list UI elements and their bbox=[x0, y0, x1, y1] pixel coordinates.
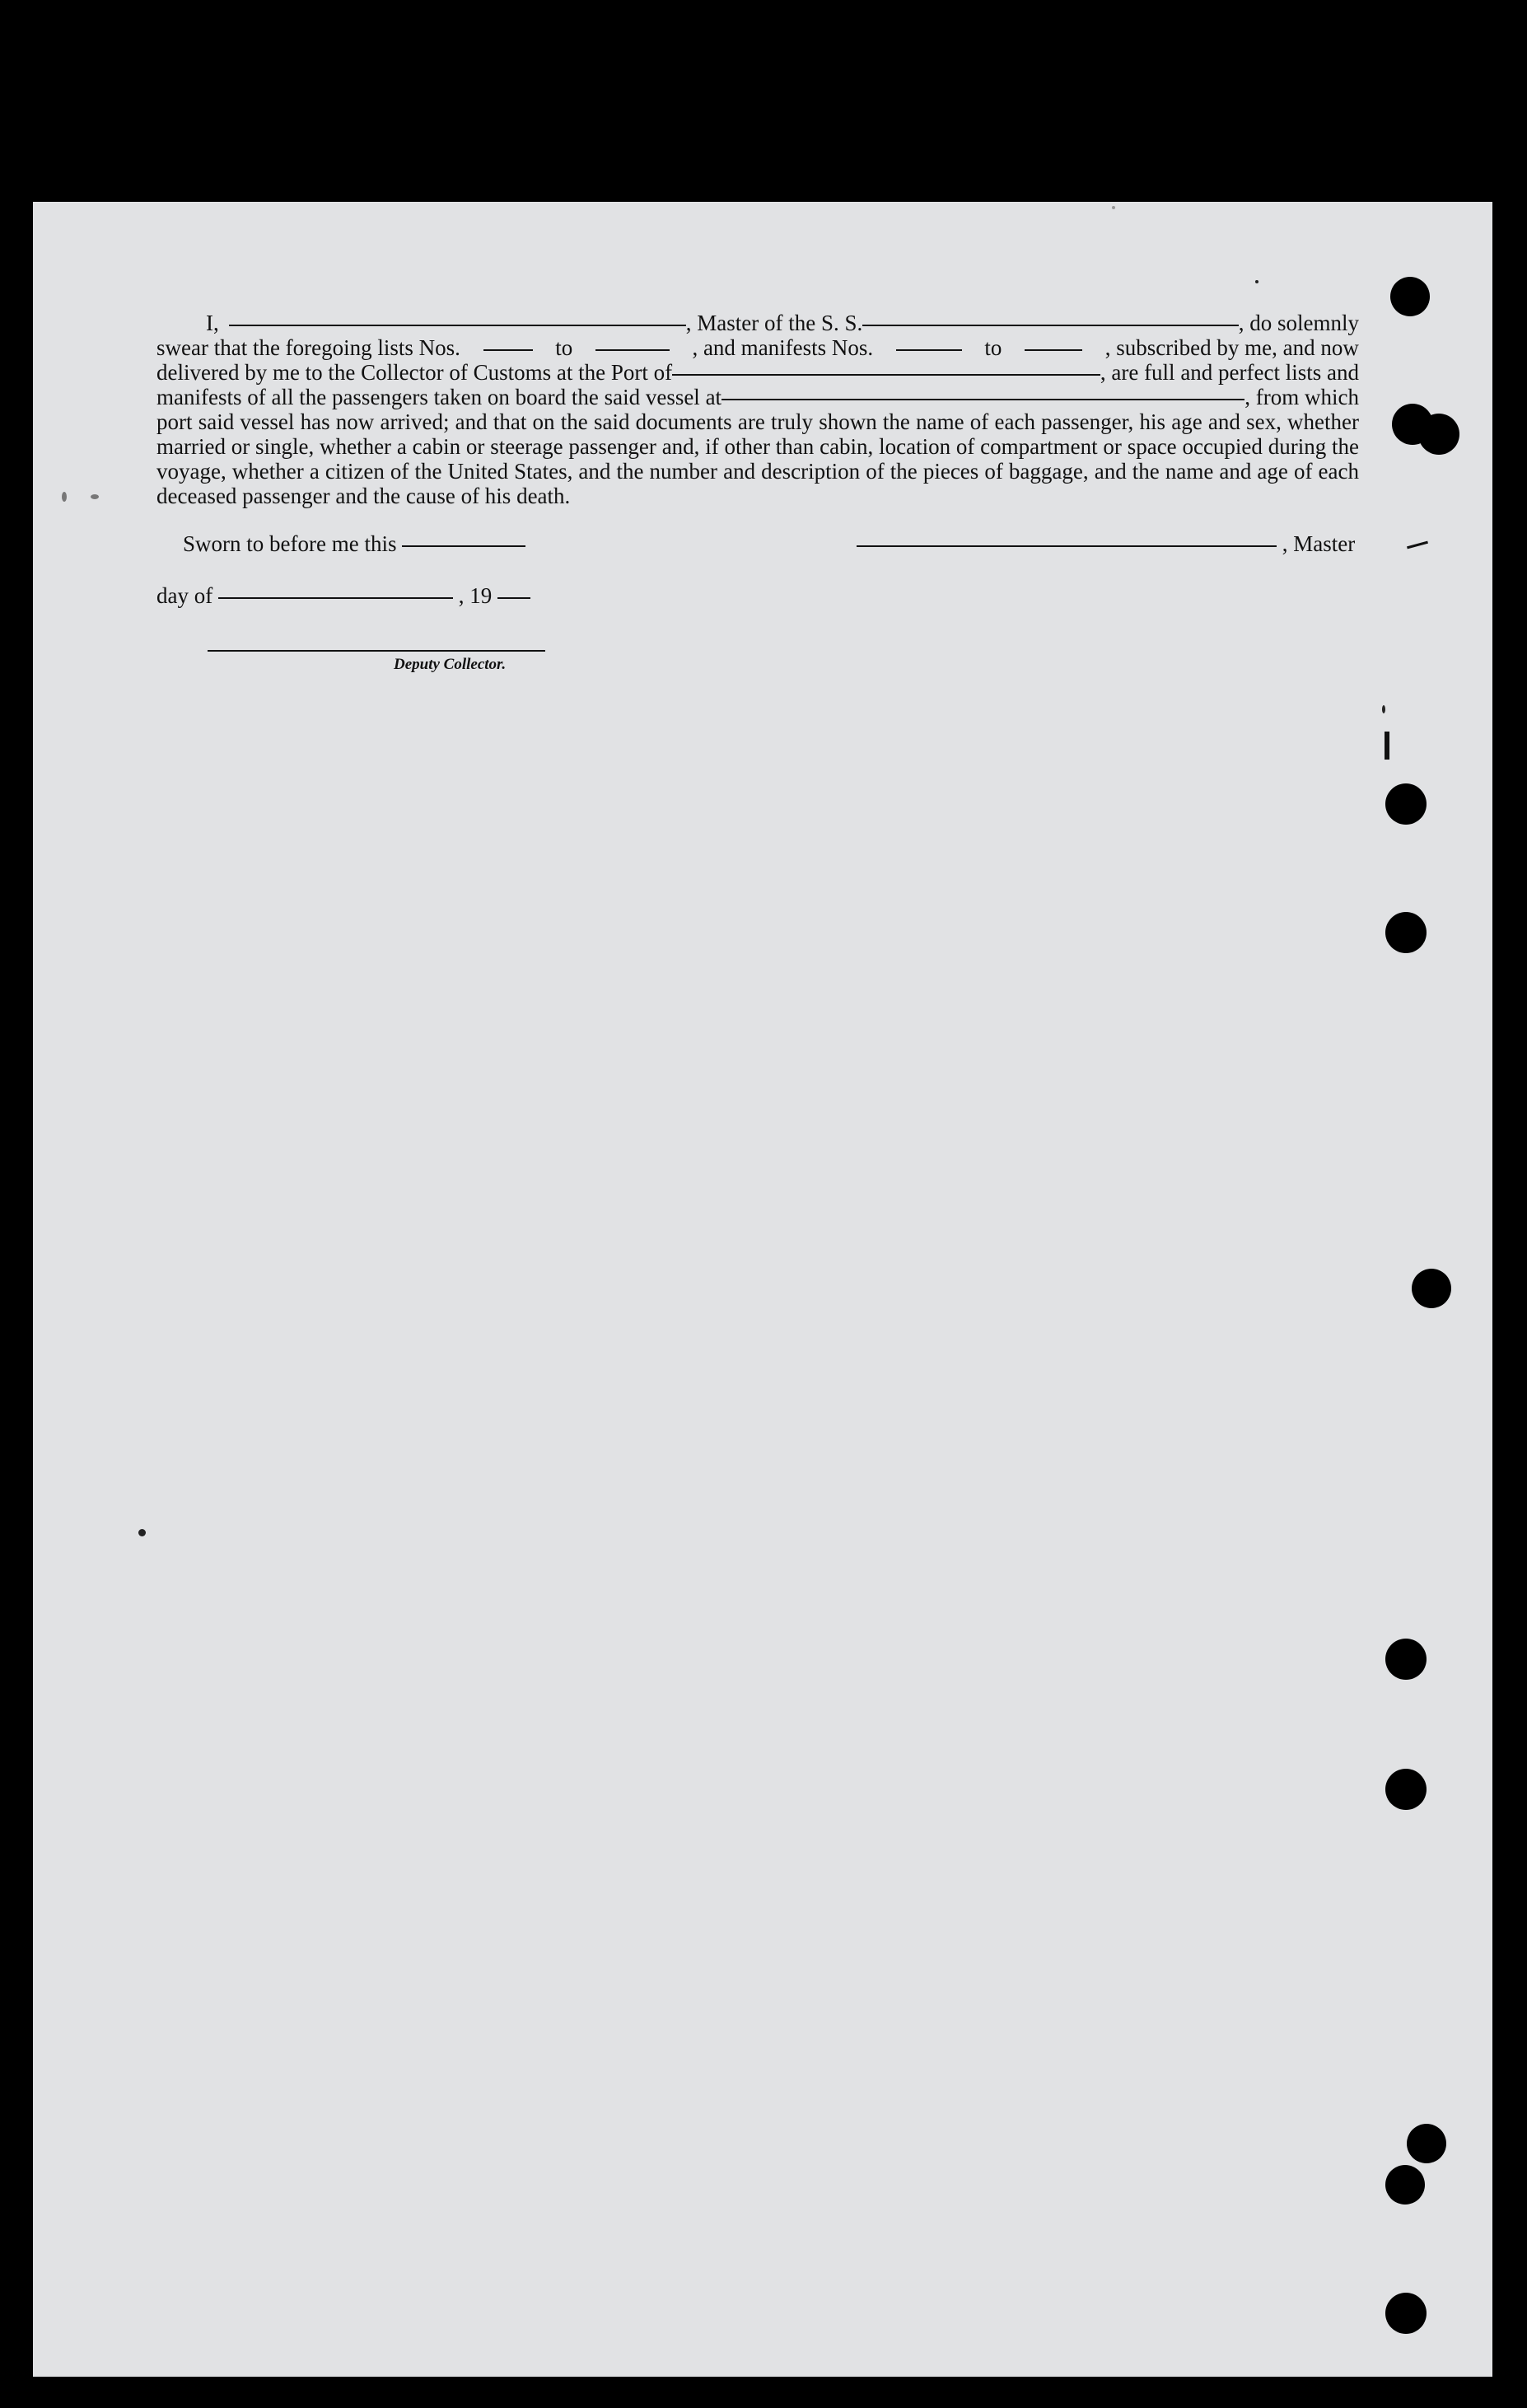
punch-hole bbox=[1385, 2165, 1425, 2205]
punch-hole bbox=[1412, 1269, 1451, 1308]
oath-body-text: port said vessel has now arrived; and that on the said documents are truly shown the name of each passenger, his age and sex, whether married or single, whether a cabin or steerage passenger and, if other than cabin, location of compartment or space occupied during the voyage, whether a citizen of the United States, and the number and description of the pieces of baggage, and the name and age of each deceased passenger and the cause of his death. bbox=[156, 409, 1359, 508]
ink-mark bbox=[1255, 280, 1258, 283]
punch-hole bbox=[1385, 1639, 1427, 1680]
oath-line-2 bbox=[156, 335, 1359, 360]
to-label-2: to bbox=[984, 335, 1002, 360]
sworn-row bbox=[183, 531, 525, 557]
vessel-name-blank bbox=[862, 325, 1239, 326]
oath-line-3 bbox=[156, 360, 1359, 385]
ink-mark bbox=[1112, 206, 1115, 209]
year-blank bbox=[497, 597, 530, 599]
oath-line-1 bbox=[156, 311, 1359, 335]
manifests-from-blank bbox=[896, 349, 962, 351]
do-solemnly-label: , do solemnly bbox=[1238, 311, 1359, 335]
oath-paragraph bbox=[156, 311, 1359, 508]
ink-mark bbox=[91, 494, 99, 499]
month-blank bbox=[218, 597, 453, 599]
manifests-to-blank bbox=[1025, 349, 1082, 351]
ink-mark bbox=[138, 1529, 146, 1536]
boarding-port-blank bbox=[721, 399, 1244, 400]
lists-from-blank bbox=[483, 349, 533, 351]
ink-mark bbox=[1385, 732, 1389, 760]
document-page bbox=[33, 202, 1492, 2377]
master-name-blank bbox=[229, 325, 686, 326]
punch-hole bbox=[1385, 783, 1427, 825]
master-of-label: , Master of the S. S. bbox=[685, 311, 863, 335]
punch-hole bbox=[1385, 1769, 1427, 1810]
ink-mark bbox=[62, 492, 67, 502]
full-perfect-label: , are full and perfect lists and bbox=[1100, 360, 1359, 385]
to-label-1: to bbox=[555, 335, 573, 360]
subscribed-label: , subscribed by me, and now bbox=[1104, 335, 1359, 360]
punch-hole bbox=[1390, 277, 1430, 316]
deputy-collector-label: Deputy Collector. bbox=[394, 656, 507, 673]
master-signature-row bbox=[857, 531, 1355, 557]
master-signature-blank bbox=[857, 545, 1277, 547]
year-prefix-label: , 19 bbox=[458, 583, 493, 608]
sworn-day-blank bbox=[402, 545, 525, 547]
ink-mark bbox=[1382, 705, 1385, 713]
delivered-label: delivered by me to the Collector of Customs at the Port of bbox=[156, 360, 673, 385]
manifests-all-label: manifests of all the passengers taken on board the said vessel at bbox=[156, 385, 722, 409]
lists-to-blank bbox=[595, 349, 670, 351]
port-blank bbox=[672, 374, 1100, 376]
punch-hole bbox=[1407, 2124, 1446, 2163]
punch-hole bbox=[1385, 912, 1427, 953]
oath-i-label: I, bbox=[206, 311, 219, 335]
sworn-label: Sworn to before me this bbox=[183, 531, 397, 556]
lists-nos-label: swear that the foregoing lists Nos. bbox=[156, 335, 460, 360]
punch-hole bbox=[1385, 2293, 1427, 2334]
manifests-nos-label: , and manifests Nos. bbox=[692, 335, 874, 360]
from-which-label: , from which bbox=[1244, 385, 1359, 409]
day-of-label: day of bbox=[156, 583, 213, 608]
oath-line-4 bbox=[156, 385, 1359, 409]
master-signature-label: , Master bbox=[1282, 531, 1356, 556]
punch-hole bbox=[1418, 414, 1459, 455]
day-of-row bbox=[156, 583, 530, 609]
deputy-signature-line bbox=[208, 650, 545, 652]
